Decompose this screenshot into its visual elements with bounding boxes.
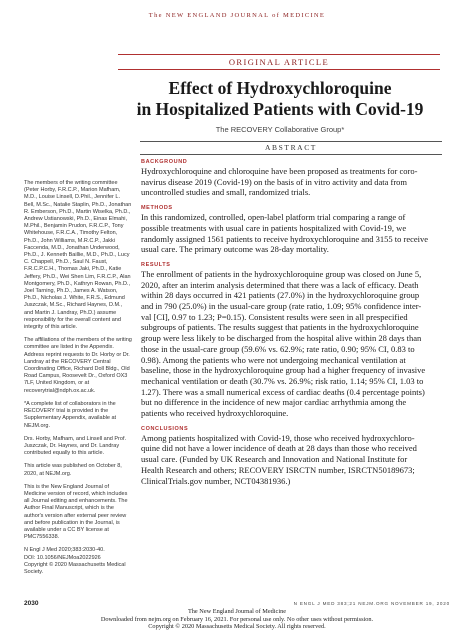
article-type: ORIGINAL ARTICLE <box>228 57 330 67</box>
section-line: mechanical ventilation or death (30.7% vs. 26.9%; risk ratio, 1.14; 95% CI, 1.03 to <box>141 375 424 386</box>
section-body-methods <box>141 212 447 255</box>
download-notice-copyright: Copyright © 2020 Massachusetts Medical Society. All rights reserved. <box>148 623 326 631</box>
abstract-heading: ABSTRACT <box>265 143 317 152</box>
download-notice <box>0 608 474 631</box>
sidebar-paragraph: This article was published on October 8, 2020, at NEJM.org. <box>24 463 122 477</box>
section-body-results <box>141 269 447 419</box>
section-line: within 28 days occurred in 421 patients (27.0%) in the hydroxychloroquine group <box>141 290 420 301</box>
section-line: baseline, those in the hydroxychloroquine group had a higher frequency of invasive <box>141 365 426 376</box>
footer-citation: N ENGL J MED 383;21 NEJM.ORG NOVEMBER 19, 2020 <box>293 601 450 606</box>
journal-header: The NEW ENGLAND JOURNAL of MEDICINE <box>148 12 326 19</box>
section-line: and in 790 (25.0%) in the usual-care group (rate ratio, 1.09; 95% confidence inter- <box>141 301 422 312</box>
section-line: 1.27). There was a small numerical excess of cardiac deaths (0.4 percentage points) <box>141 386 425 397</box>
section-line: those in the usual-care group (59.6% vs. 62.9%; rate ratio, 0.90; 95% CI, 0.83 to <box>141 343 415 354</box>
download-notice-journal: The New England Journal of Medicine <box>187 608 287 615</box>
section-line: val [CI], 0.97 to 1.23; P=0.15). Consistent results were seen in all prespecified <box>141 311 408 322</box>
section-line: uncontrolled studies and small, randomized trials. <box>141 187 311 198</box>
section-heading-methods: METHODS <box>141 205 173 212</box>
title-line-2: in Hospitalized Patients with Covid-19 <box>136 99 424 119</box>
section-line: but no difference in the incidence of new major cardiac arrhythmia among the <box>141 397 407 408</box>
section-body-background <box>141 166 447 198</box>
section-line: In this randomized, controlled, open-label platform trial comparing a range of <box>141 212 406 223</box>
article-type-top-rule <box>118 54 440 55</box>
section-line: subgroups of patients. The results suggest that patients in the hydroxychloroquine <box>141 322 419 333</box>
sidebar-paragraph: Drs. Horby, Mafham, and Linsell and Prof. Juszczak, Dr. Haynes, and Dr. Landray contributed equally to this article. <box>24 435 126 457</box>
section-line: usual care. The primary outcome was 28-day mortality. <box>141 244 329 255</box>
author-group: The RECOVERY Collaborative Group* <box>215 125 345 134</box>
section-line: 0.98). Among the patients who were not undergoing mechanical ventilation at <box>141 354 406 365</box>
section-line: navirus disease 2019 (Covid-19) on the basis of in vitro activity and data from <box>141 176 408 187</box>
article-title <box>100 78 460 120</box>
section-line: quine did not have a lower incidence of death at 28 days than those who received <box>141 443 417 454</box>
abstract-bottom-rule <box>140 154 442 155</box>
section-line: patients who received hydroxychloroquine. <box>141 408 289 419</box>
page-number: 2030 <box>24 600 39 607</box>
abstract-top-rule <box>140 141 442 142</box>
section-line: The enrollment of patients in the hydroxychloroquine group was closed on June 5, <box>141 268 422 279</box>
title-line-1: Effect of Hydroxychloroquine <box>168 78 392 98</box>
section-heading-background: BACKGROUND <box>141 159 188 165</box>
section-line: Among patients hospitalized with Covid-19, those who received hydroxychloro- <box>141 432 415 443</box>
section-line: possible treatments with usual care in patients hospitalized with Covid-19, we <box>141 222 407 233</box>
section-heading-conclusions: CONCLUSIONS <box>141 425 189 432</box>
sidebar-paragraph: N Engl J Med 2020;383:2030-40. DOI: 10.1056/NEJMoa2022926 Copyright © 2020 Massachusetts Medical Society. <box>24 547 126 575</box>
section-line: Health Research and others; RECOVERY ISRCTN number, ISRCTN50189673; <box>141 464 415 475</box>
sidebar-paragraph: The affiliations of the members of the writing committee are listed in the Appendix. Address reprint requests to Dr. Horby or Dr. Landray at the RECOVERY Central Coordinating Office, Richard Doll Bldg., Old Road Campus, Roosevelt Dr., Oxford OX3 7LF, United Kingdom, or at recoverytrial@ndph.ox.ac.uk. <box>24 337 132 394</box>
section-line: 2020, after an interim analysis determined that there was a lack of efficacy. Death <box>141 279 419 290</box>
section-line: group were less likely to be discharged from the hospital alive within 28 days than <box>141 333 422 344</box>
download-notice-source: Downloaded from nejm.org on February 16, 2021. For personal use only. No other uses without permission. <box>100 615 374 623</box>
sidebar-paragraph: This is the New England Journal of Medicine version of record, which includes all Journal editing and enhancements. The Author Final Manuscript, which is the author's version after external peer review and before publication in the Journal, is available under a CC BY license at PMC7556338. <box>24 483 128 541</box>
section-line: Hydroxychloroquine and chloroquine have been proposed as treatments for coro- <box>141 166 418 176</box>
section-line: randomly assigned 1561 patients to receive hydroxychloroquine and 3155 to receive <box>141 233 429 244</box>
section-line: usual care. (Funded by UK Research and Innovation and National Institute for <box>141 454 408 465</box>
sidebar-paragraph: *A complete list of collaborators in the RECOVERY trial is provided in the Supplementary Appendix, available at NEJM.org. <box>24 400 117 429</box>
section-body-conclusions <box>141 433 447 487</box>
author-notes-sidebar <box>24 180 132 582</box>
abstract-body <box>141 159 447 493</box>
section-heading-results: RESULTS <box>141 261 171 268</box>
sidebar-paragraph: The members of the writing committee (Peter Horby, F.R.C.P., Marion Mafham, M.D., Louise Linsell, D.Phil., Jennifer L. Bell, M.Sc., Natalie Staplin, Ph.D., Jonathan R. Emberson, Ph.D., Martin Wiselka, Ph.D., Andrew Ustianowski, Ph.D., Einas Elmahi, M.Phil., Benjamin Prudon, F.R.C.P., Tony Whitehouse, F.R.C.A., Timothy Felton, Ph.D., John Williams, M.R.C.P., Jakki Faccenda, M.D., Jonathan Underwood, Ph.D., J. Kenneth Baillie, M.D., Ph.D., Lucy C. Chappell, Ph.D., Saul N. Faust, F.R.C.P.C.H., Thomas Jaki, Ph.D., Katie Jeffery, Ph.D., Wei Shen Lim, F.R.C.P., Alan Montgomery, Ph.D., Kathryn Rowan, Ph.D., Joel Tarning, Ph.D., James A. Watson, Ph.D., Nicholas J. White, F.R.S., Edmund Juszczak, M.Sc., Richard Haynes, D.M., and Martin J. Landray, Ph.D.) assume responsibility for the overall content and integrity of this article. <box>24 180 132 331</box>
section-line: ClinicalTrials.gov number, NCT04381936.) <box>141 475 291 486</box>
article-type-bottom-rule <box>118 69 440 70</box>
